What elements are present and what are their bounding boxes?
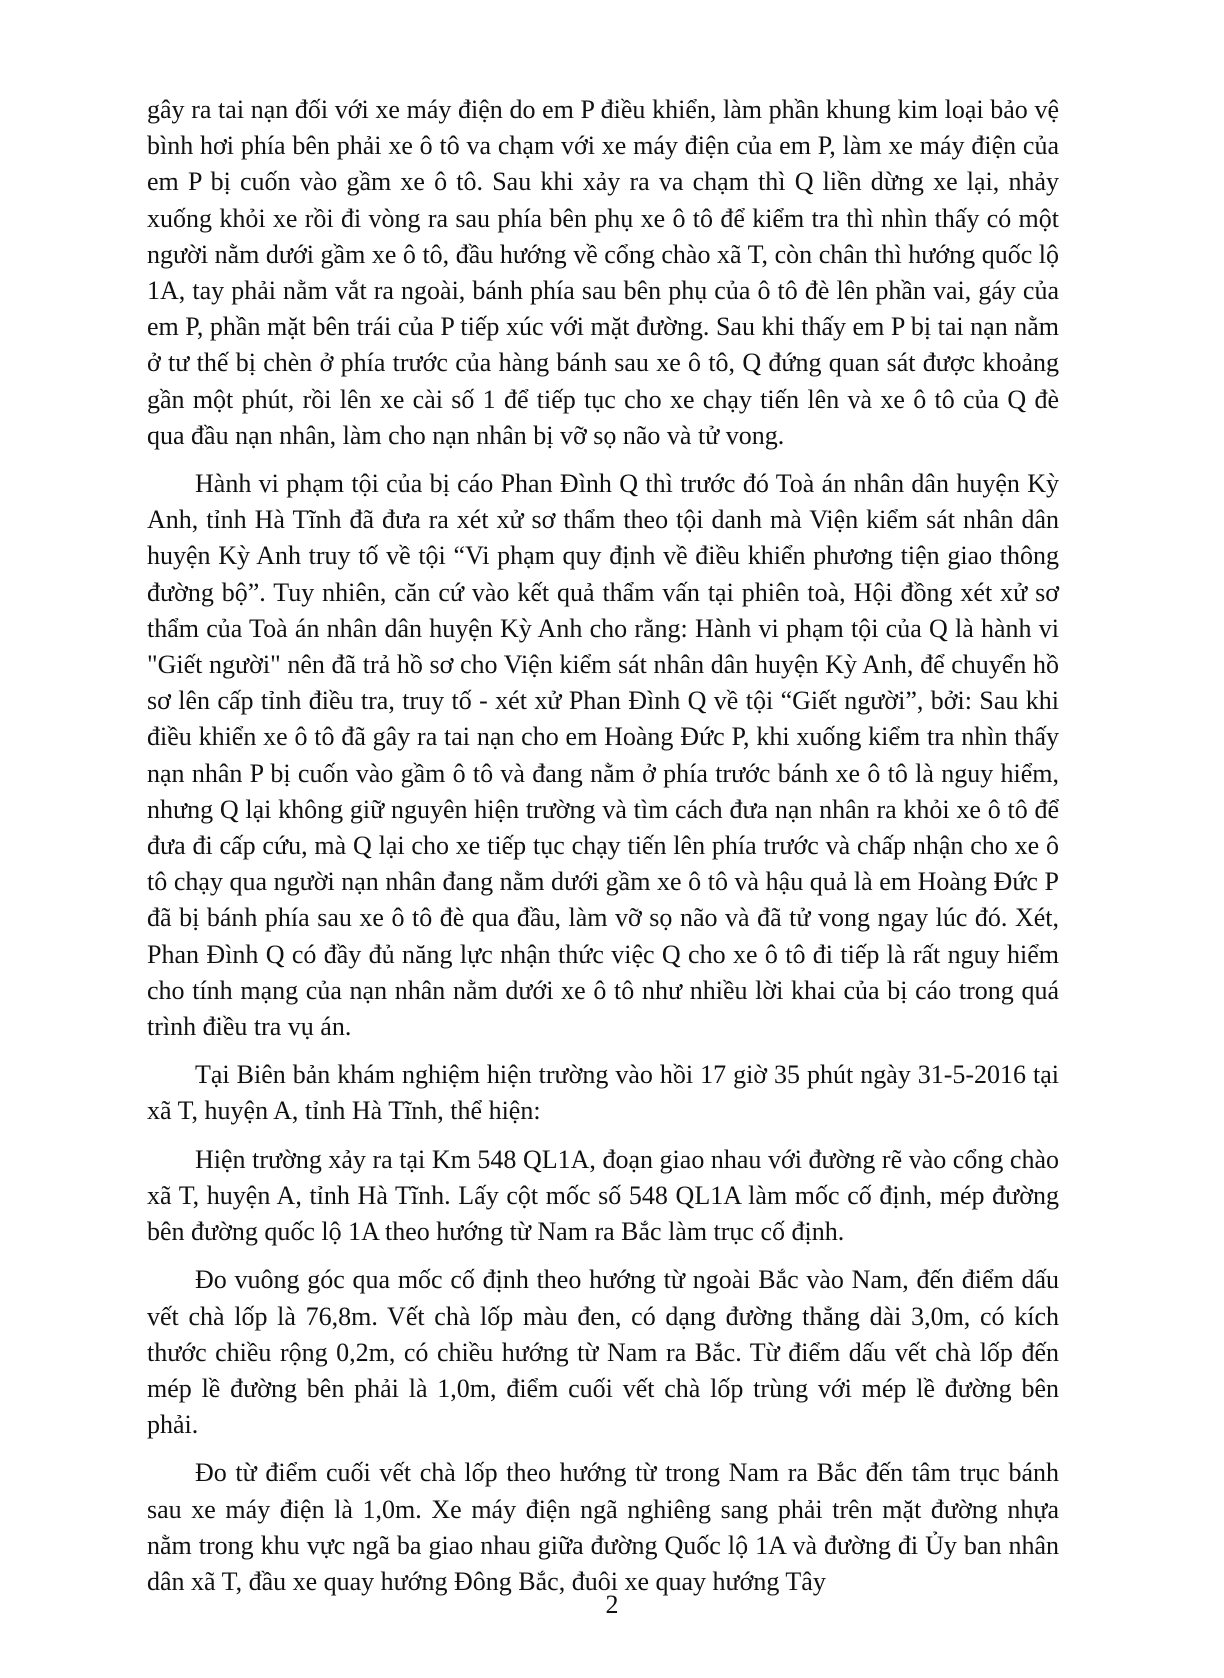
paragraph-skid-mark-measurement: Đo vuông góc qua mốc cố định theo hướng từ ngoài Bắc vào Nam, đến điểm dấu vết chà lốp là 76,8m. Vết chà lốp màu đen, có dạng đường thẳng dài 3,0m, có kích thước chiều rộng 0,2m, có chiều hướng từ Nam ra Bắc. Từ điểm dấu vết chà lốp đến mép lề đường bên phải là 1,0m, điểm cuối vết chà lốp trùng với mép lề đường bên phải. — [147, 1265, 1059, 1440]
page-number: 2 — [605, 1590, 619, 1619]
paragraph-incident-continuation: gây ra tai nạn đối với xe máy điện do em P điều khiển, làm phần khung kim loại bảo vệ bình hơi phía bên phải xe ô tô va chạm với xe máy điện của em P, làm xe máy điện của em P bị cuốn vào gầm xe ô tô. Sau khi xảy ra va chạm thì Q liền dừng xe lại, nhảy xuống khỏi xe rồi đi vòng ra sau phía bên phụ xe ô tô để kiểm tra thì nhìn thấy có một người nằm dưới gầm xe ô tô, đầu hướng về cổng chào xã T, còn chân thì hướng quốc lộ 1A, tay phải nằm vắt ra ngoài, bánh phía sau bên phụ của ô tô đè lên phần vai, gáy của em P, phần mặt bên trái của P tiếp xúc với mặt đường. Sau khi thấy em P bị tai nạn nằm ở tư thế bị chèn ở phía trước của hàng bánh sau xe ô tô, Q đứng quan sát được khoảng gần một phút, rồi lên xe cài số 1 để tiếp tục cho xe chạy tiến lên và xe ô tô của Q đè qua đầu nạn nhân, làm cho nạn nhân bị vỡ sọ não và tử vong. — [147, 95, 1059, 450]
paragraph-first-instance-trial: Hành vi phạm tội của bị cáo Phan Đình Q thì trước đó Toà án nhân dân huyện Kỳ Anh, tỉnh Hà Tĩnh đã đưa ra xét xử sơ thẩm theo tội danh mà Viện kiểm sát nhân dân huyện Kỳ Anh truy tố về tội “Vi phạm quy định về điều khiển phương tiện giao thông đường bộ”. Tuy nhiên, căn cứ vào kết quả thẩm vấn tại phiên toà, Hội đồng xét xử sơ thẩm của Toà án nhân dân huyện Kỳ Anh cho rằng: Hành vi phạm tội của Q là hành vi "Giết người" nên đã trả hồ sơ cho Viện kiểm sát nhân dân huyện Kỳ Anh, để chuyển hồ sơ lên cấp tỉnh điều tra, truy tố - xét xử Phan Đình Q về tội “Giết người”, bởi: Sau khi điều khiển xe ô tô đã gây ra tai nạn cho em Hoàng Đức P, khi xuống kiểm tra nhìn thấy nạn nhân P bị cuốn vào gầm ô tô và đang nằm ở phía trước bánh xe ô tô là nguy hiểm, nhưng Q lại không giữ nguyên hiện trường và tìm cách đưa nạn nhân ra khỏi xe ô tô để đưa đi cấp cứu, mà Q lại cho xe tiếp tục chạy tiến lên phía trước và chấp nhận cho xe ô tô chạy qua người nạn nhân đang nằm dưới gầm xe ô tô và hậu quả là em Hoàng Đức P đã bị bánh phía sau xe ô tô đè qua đầu, làm vỡ sọ não và đã tử vong ngay lúc đó. Xét, Phan Đình Q có đầy đủ năng lực nhận thức việc Q cho xe ô tô đi tiếp là rất nguy hiểm cho tính mạng của nạn nhân nằm dưới xe ô tô như nhiều lời khai của bị cáo trong quá trình điều tra vụ án. — [147, 469, 1059, 1042]
paragraph-scene-inspection-record: Tại Biên bản khám nghiệm hiện trường vào hồi 17 giờ 35 phút ngày 31-5-2016 tại xã T, huyện A, tỉnh Hà Tĩnh, thể hiện: — [147, 1060, 1059, 1126]
paragraph-scene-location: Hiện trường xảy ra tại Km 548 QL1A, đoạn giao nhau với đường rẽ vào cổng chào xã T, huyện A, tỉnh Hà Tĩnh. Lấy cột mốc số 548 QL1A làm mốc cố định, mép đường bên đường quốc lộ 1A theo hướng từ Nam ra Bắc làm trục cố định. — [147, 1144, 1059, 1247]
paragraph-motorbike-position: Đo từ điểm cuối vết chà lốp theo hướng từ trong Nam ra Bắc đến tâm trục bánh sau xe máy điện là 1,0m. Xe máy điện ngã nghiêng sang phải trên mặt đường nhựa nằm trong khu vực ngã ba giao nhau giữa đường Quốc lộ 1A và đường đi Ủy ban nhân dân xã T, đầu xe quay hướng Đông Bắc, đuôi xe quay hướng Tây — [147, 1458, 1059, 1596]
document-body — [147, 92, 1059, 1612]
